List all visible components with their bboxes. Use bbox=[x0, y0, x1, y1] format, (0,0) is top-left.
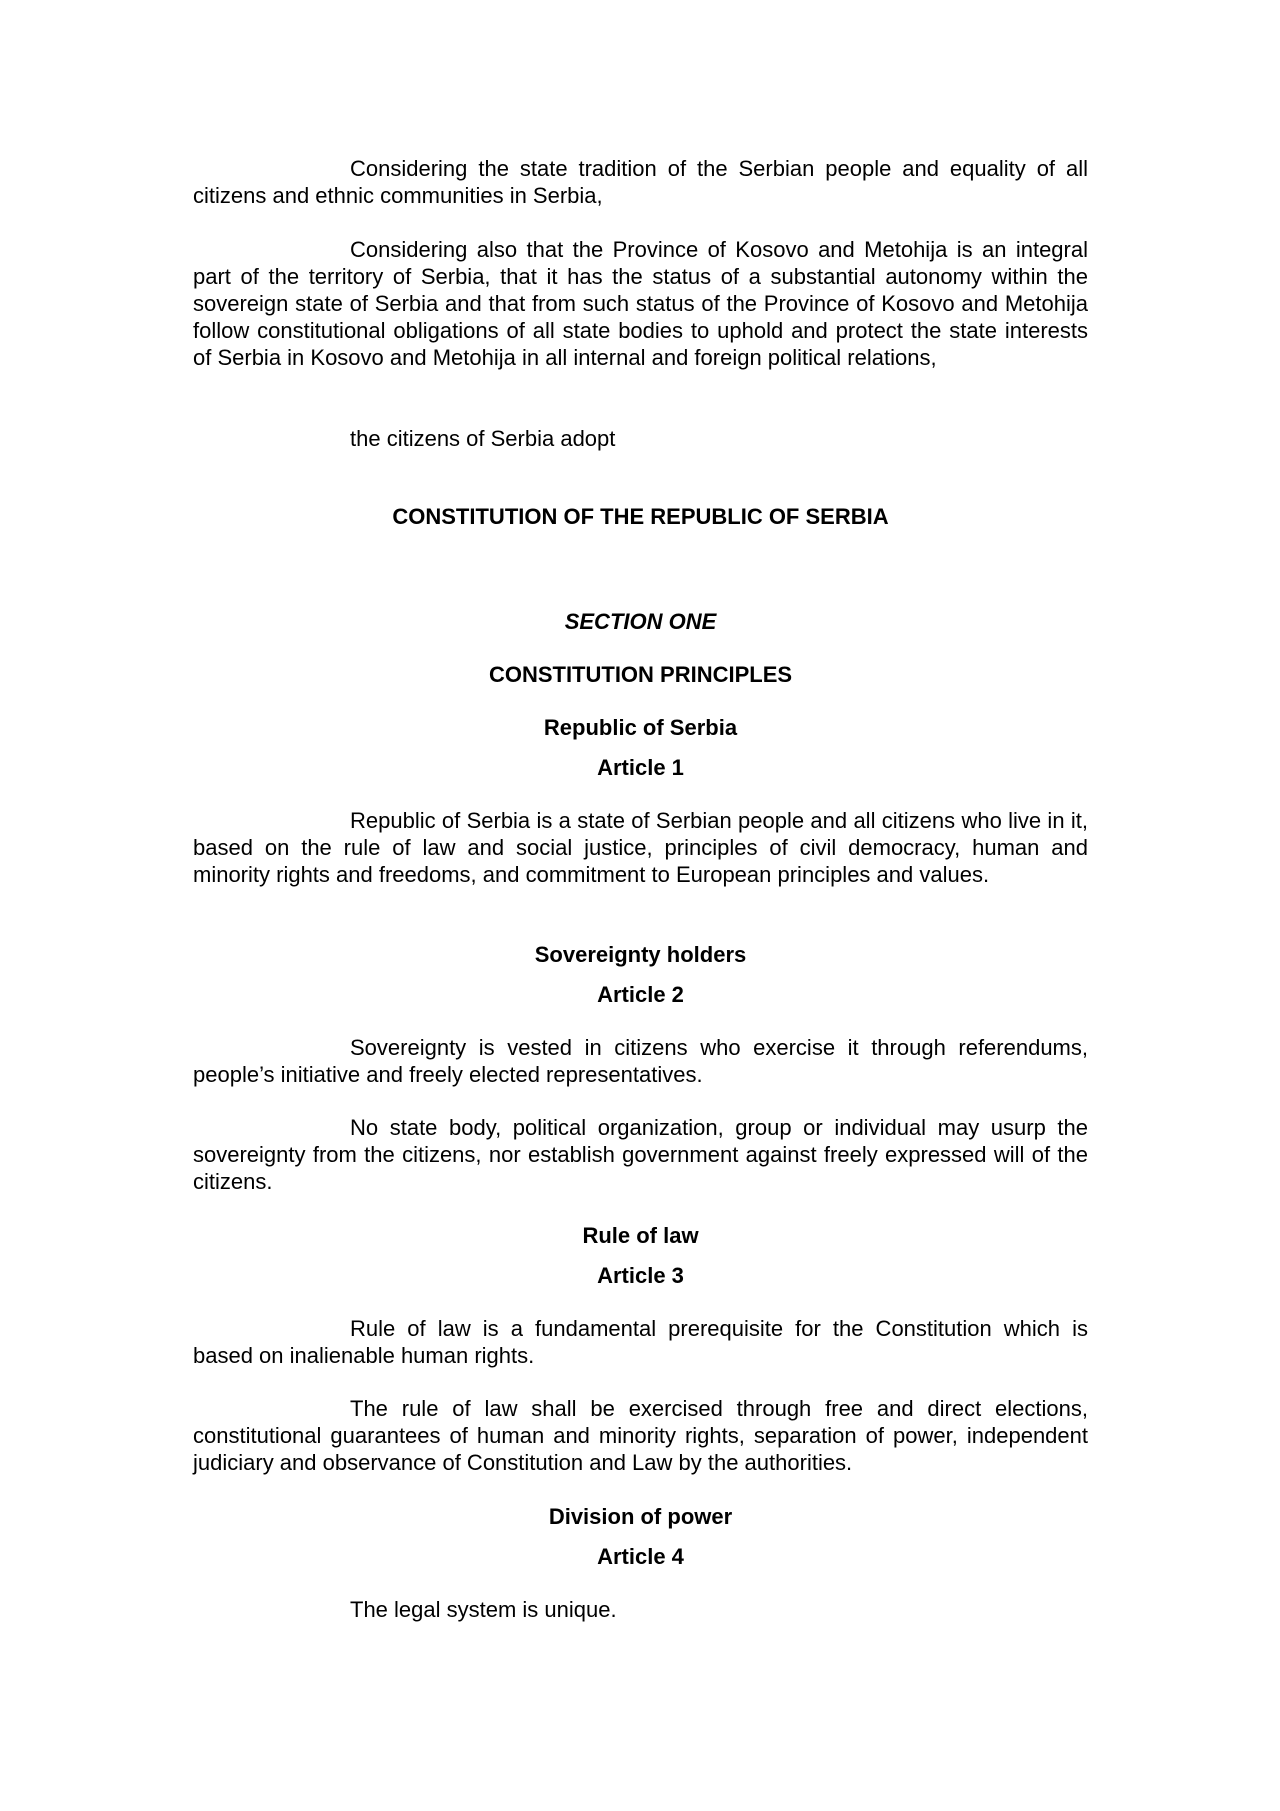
article-paragraph: The rule of law shall be exercised through free and direct elections, constitutional guarantees of human and minority rights, separation of power, independent judiciary and observance of Constitution and Law by the authorities. bbox=[193, 1396, 1088, 1475]
article-number: Article 2 bbox=[597, 982, 684, 1007]
preamble-paragraph-3: the citizens of Serbia adopt bbox=[350, 426, 616, 451]
article-heading: Rule of law bbox=[582, 1223, 699, 1248]
article-number: Article 3 bbox=[597, 1263, 684, 1288]
preamble-paragraph-1: Considering the state tradition of the Serbian people and equality of all citizens and ethnic communities in Serbia, bbox=[193, 156, 1088, 208]
article-heading: Division of power bbox=[548, 1504, 733, 1529]
article-paragraph: Republic of Serbia is a state of Serbian people and all citizens who live in it, based on the rule of law and social justice, principles of civil democracy, human and minority rights and freedoms, and commitment to European principles and values. bbox=[193, 808, 1088, 887]
article-paragraph: The legal system is unique. bbox=[350, 1597, 617, 1622]
article-number: Article 4 bbox=[597, 1544, 684, 1569]
section-label: SECTION ONE bbox=[564, 609, 717, 634]
article-heading: Sovereignty holders bbox=[534, 942, 747, 967]
document-title: CONSTITUTION OF THE REPUBLIC OF SERBIA bbox=[392, 504, 889, 529]
section-title: CONSTITUTION PRINCIPLES bbox=[488, 662, 793, 687]
preamble-paragraph-2: Considering also that the Province of Kosovo and Metohija is an integral part of the territory of Serbia, that it has the status of a substantial autonomy within the sovereign state of Serbia and that from such status of the Province of Kosovo and Metohija follow constitutional obligations of all state bodies to uphold and protect the state interests of Serbia in Kosovo and Metohija in all internal and foreign political relations, bbox=[193, 237, 1088, 370]
article-paragraph: Rule of law is a fundamental prerequisite for the Constitution which is based on inalienable human rights. bbox=[193, 1316, 1088, 1368]
article-paragraph: Sovereignty is vested in citizens who exercise it through referendums, people’s initiative and freely elected representatives. bbox=[193, 1035, 1088, 1087]
article-paragraph: No state body, political organization, group or individual may usurp the sovereignty from the citizens, nor establish government against freely expressed will of the citizens. bbox=[193, 1115, 1088, 1194]
article-heading: Republic of Serbia bbox=[543, 715, 738, 740]
article-number: Article 1 bbox=[597, 755, 684, 780]
